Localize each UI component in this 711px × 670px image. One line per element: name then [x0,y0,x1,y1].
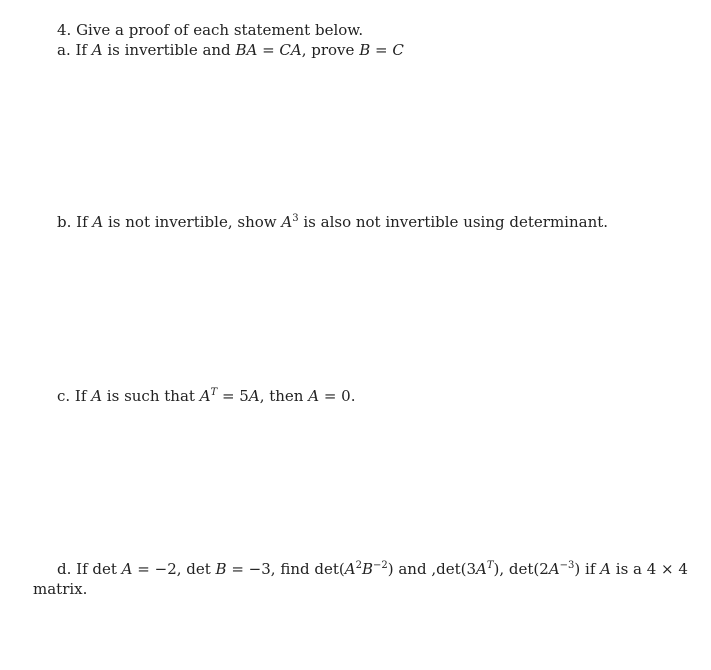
part-b-lead: b. If [57,213,93,231]
var-ca: CA [279,41,302,59]
exponent: −2 [372,560,388,571]
part-d-text-6: is a 4 × 4 [611,560,688,578]
part-c-text-4: = 0. [319,387,356,405]
var-a: A [308,387,320,405]
part-c-text-1: is such that [102,387,200,405]
var-a: A [121,560,133,578]
var-a: A [344,560,356,578]
part-d-text-2: = −3, find det( [226,560,345,578]
part-b-statement [57,212,608,232]
var-a: A [92,213,104,231]
part-a-text-3: , prove [301,41,360,59]
part-b-text-1: is not invertible, show [103,213,282,231]
part-d-lead: d. If det [57,560,122,578]
var-a: A [548,560,560,578]
part-a-statement [57,40,404,60]
equals-sign: = [370,41,393,59]
exponent: 3 [292,213,299,224]
exponent: −3 [559,560,575,571]
equals-sign: = [257,41,280,59]
part-d-text-1: = −2, det [132,560,216,578]
part-b-text-2: is also not invertible using determinant. [298,213,609,231]
transpose-exponent: T [210,387,218,398]
var-a: A [199,387,211,405]
var-ba: BA [235,41,258,59]
var-c: C [392,41,404,59]
part-d-text-3: ) and ,det(3 [387,560,476,578]
var-b: B [361,560,373,578]
part-d-statement [57,559,688,579]
part-d-text-5: ) if [574,560,601,578]
var-a: A [600,560,611,578]
exponent: 2 [355,560,362,571]
part-c-text-2: = 5 [217,387,249,405]
var-a: A [248,387,260,405]
part-d-continuation: matrix. [33,580,88,598]
var-b: B [359,41,371,59]
var-a: A [281,213,293,231]
var-a: A [91,387,103,405]
problem-title: 4. Give a proof of each statement below. [57,21,364,39]
part-d-text-4: ), det(2 [493,560,549,578]
transpose-exponent: T [486,560,494,571]
part-a-text-1: is invertible and [102,41,236,59]
part-a-lead: a. If [57,41,92,59]
var-b: B [215,560,227,578]
part-c-statement [57,386,356,406]
part-c-text-3: , then [259,387,309,405]
part-c-lead: c. If [57,387,92,405]
var-a: A [91,41,103,59]
var-a: A [476,560,487,578]
